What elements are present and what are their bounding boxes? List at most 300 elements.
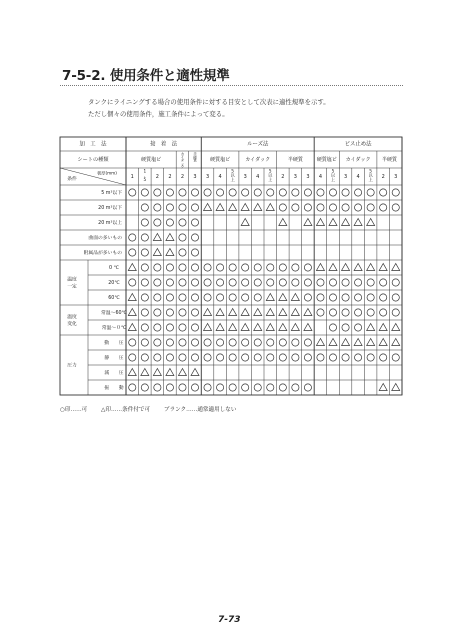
triangle-mark (392, 339, 400, 346)
sheet-header: カイダック (345, 157, 371, 163)
circle-mark (342, 189, 349, 196)
triangle-mark (204, 204, 212, 211)
circle-mark (141, 324, 148, 331)
triangle-mark (241, 219, 249, 226)
circle-mark (154, 294, 161, 301)
circle-mark (380, 294, 387, 301)
circle-mark (329, 189, 336, 196)
circle-mark (367, 279, 374, 286)
sheet-header: ク (180, 165, 185, 170)
thickness-header: 上 (268, 176, 273, 182)
circle-mark (304, 354, 311, 361)
circle-mark (254, 354, 261, 361)
triangle-mark (166, 234, 174, 241)
triangle-mark (379, 384, 387, 391)
circle-mark (179, 309, 186, 316)
circle-mark (216, 339, 223, 346)
row-label: 減 圧 (104, 371, 124, 376)
triangle-mark (153, 249, 161, 256)
sheet-header: カ (180, 152, 185, 156)
circle-mark (191, 204, 198, 211)
circle-mark (329, 294, 336, 301)
circle-mark (129, 384, 136, 391)
circle-mark (129, 279, 136, 286)
circle-mark (154, 264, 161, 271)
method-header: ビス止め法 (344, 141, 372, 148)
thickness-header: 3 (205, 174, 210, 180)
circle-mark (267, 339, 274, 346)
circle-mark (279, 264, 286, 271)
circle-mark (191, 354, 198, 361)
circle-mark (129, 189, 136, 196)
row-label: 附属品が多いもの (83, 251, 122, 256)
sheet-header: 半硬質 (287, 157, 303, 163)
circle-mark (204, 354, 211, 361)
circle-mark (179, 354, 186, 361)
circle-mark (154, 384, 161, 391)
circle-mark (216, 294, 223, 301)
circle-mark (329, 204, 336, 211)
thickness-header: 以 (368, 172, 373, 178)
circle-mark (367, 294, 374, 301)
circle-mark (329, 354, 336, 361)
circle-mark (354, 279, 361, 286)
triangle-mark (279, 309, 287, 316)
triangle-mark (128, 309, 136, 316)
circle-mark (229, 294, 236, 301)
circle-mark (304, 279, 311, 286)
thickness-header: 2 (155, 174, 159, 180)
header-cond-label: 条件 (67, 177, 77, 182)
group-label: 圧力 (67, 363, 77, 369)
triangle-mark (153, 234, 161, 241)
circle-mark (229, 384, 236, 391)
legend (60, 405, 249, 413)
row-label: 20 m³以下 (98, 206, 122, 211)
sheet-header: 半硬質 (381, 157, 397, 163)
triangle-mark (266, 294, 274, 301)
thickness-header: 2 (180, 174, 185, 180)
thickness-header: 3 (394, 174, 398, 180)
thickness-header: 1 (130, 174, 134, 180)
triangle-mark (216, 309, 224, 316)
thickness-header: 4 (356, 174, 360, 180)
circle-mark (141, 234, 148, 241)
triangle-mark (342, 219, 350, 226)
circle-mark (317, 279, 324, 286)
triangle-mark (178, 369, 186, 376)
circle-mark (354, 354, 361, 361)
triangle-mark (204, 324, 212, 331)
circle-mark (141, 294, 148, 301)
circle-mark (179, 324, 186, 331)
circle-mark (317, 189, 324, 196)
group-label: 温度 (67, 315, 77, 320)
thickness-header: 上 (230, 176, 235, 182)
circle-mark (267, 279, 274, 286)
circle-mark (304, 294, 311, 301)
thickness-header: 以 (230, 172, 235, 178)
circle-mark (254, 294, 261, 301)
triangle-mark (191, 369, 199, 376)
circle-mark (317, 354, 324, 361)
intro-line: ただし個々の使用条件，施工条件によって変る。 (88, 110, 229, 118)
circle-mark (242, 264, 249, 271)
triangle-mark (329, 264, 337, 271)
triangle-mark (241, 204, 249, 211)
sheet-header: ッ (180, 161, 185, 166)
circle-mark (191, 294, 198, 301)
triangle-mark (128, 264, 136, 271)
triangle-mark (304, 309, 312, 316)
circle-mark (279, 204, 286, 211)
row-label: 20℃ (108, 281, 120, 286)
circle-mark (154, 189, 161, 196)
circle-mark (267, 189, 274, 196)
triangle-mark (367, 324, 375, 331)
triangle-mark (304, 219, 312, 226)
circle-mark (191, 189, 198, 196)
circle-mark (292, 264, 299, 271)
circle-mark (304, 384, 311, 391)
circle-mark (204, 264, 211, 271)
circle-mark (179, 249, 186, 256)
sheet-header: 硬 (193, 155, 197, 160)
triangle-mark (342, 264, 350, 271)
circle-mark (380, 354, 387, 361)
triangle-mark (166, 369, 174, 376)
triangle-mark (229, 204, 237, 211)
triangle-mark (229, 324, 237, 331)
triangle-mark (241, 324, 249, 331)
triangle-mark (266, 204, 274, 211)
row-label: 常温～０℃ (101, 326, 127, 331)
circle-mark (254, 189, 261, 196)
circle-mark (216, 189, 223, 196)
circle-mark (191, 219, 198, 226)
circle-mark (392, 279, 399, 286)
triangle-mark (254, 324, 262, 331)
row-label: 静 圧 (104, 356, 124, 361)
circle-mark (367, 309, 374, 316)
header-sheet-label: シートの種類 (77, 157, 109, 163)
circle-mark (392, 294, 399, 301)
circle-mark (141, 339, 148, 346)
circle-mark (267, 384, 274, 391)
circle-mark (304, 204, 311, 211)
circle-mark (141, 279, 148, 286)
circle-mark (229, 264, 236, 271)
circle-mark (229, 354, 236, 361)
row-label: 動 圧 (104, 341, 124, 346)
circle-mark (166, 309, 173, 316)
circle-mark (179, 294, 186, 301)
row-label: 5 m³以下 (101, 191, 122, 196)
circle-mark (380, 204, 387, 211)
triangle-mark (379, 264, 387, 271)
circle-mark (292, 204, 299, 211)
triangle-mark (367, 339, 375, 346)
sheet-header: 硬質塩ビ (210, 157, 231, 163)
triangle-mark (166, 249, 174, 256)
thickness-header: 5 (268, 168, 272, 174)
thickness-header: 2 (168, 174, 172, 180)
thickness-header: 上 (368, 176, 373, 182)
circle-mark (329, 309, 336, 316)
circle-mark (129, 339, 136, 346)
thickness-header: 3 (243, 174, 247, 180)
circle-mark (279, 354, 286, 361)
circle-mark (317, 309, 324, 316)
circle-mark (367, 204, 374, 211)
sheet-header: 硬質塩ビ (316, 157, 337, 163)
circle-mark (216, 354, 223, 361)
row-label: 20 m³以上 (98, 221, 122, 226)
circle-mark (292, 339, 299, 346)
header-method-label: 加 工 法 (79, 141, 107, 148)
circle-mark (191, 384, 198, 391)
thickness-header: 以 (330, 172, 336, 178)
triangle-mark (254, 204, 262, 211)
circle-mark (292, 384, 299, 391)
triangle-mark (392, 384, 400, 391)
circle-mark (191, 264, 198, 271)
circle-mark (342, 204, 349, 211)
triangle-mark (153, 369, 161, 376)
circle-mark (166, 354, 173, 361)
circle-mark (141, 219, 148, 226)
circle-mark (154, 309, 161, 316)
triangle-mark (204, 309, 212, 316)
thickness-header: 3 (306, 174, 310, 180)
circle-mark (242, 189, 249, 196)
triangle-mark (379, 339, 387, 346)
row-label: 0 ℃ (109, 266, 119, 271)
circle-mark (141, 204, 148, 211)
circle-mark (179, 204, 186, 211)
circle-mark (141, 309, 148, 316)
circle-mark (317, 204, 324, 211)
sheet-header: 質 (193, 158, 197, 163)
triangle-mark (141, 369, 149, 376)
circle-mark (292, 189, 299, 196)
thickness-header: 上 (330, 176, 336, 182)
thickness-header: 5 (143, 176, 147, 182)
legend-conditional: △印……条件付で可 (101, 407, 151, 413)
circle-mark (329, 279, 336, 286)
circle-mark (342, 294, 349, 301)
circle-mark (304, 189, 311, 196)
circle-mark (191, 309, 198, 316)
circle-mark (141, 249, 148, 256)
triangle-mark (241, 309, 249, 316)
circle-mark (242, 384, 249, 391)
row-label: 曲面の多いもの (88, 236, 122, 241)
circle-mark (304, 264, 311, 271)
circle-mark (304, 339, 311, 346)
method-header: 接 着 法 (150, 141, 178, 148)
circle-mark (392, 189, 399, 196)
circle-mark (141, 189, 148, 196)
circle-mark (141, 384, 148, 391)
circle-mark (166, 279, 173, 286)
circle-mark (354, 294, 361, 301)
circle-mark (329, 324, 336, 331)
thickness-header: 3 (293, 174, 297, 180)
sheet-header: イ (180, 155, 185, 160)
thickness-header: 3 (193, 174, 197, 180)
circle-mark (179, 264, 186, 271)
circle-mark (191, 279, 198, 286)
circle-mark (380, 279, 387, 286)
method-header: ルーズ法 (247, 141, 269, 148)
circle-mark (242, 279, 249, 286)
triangle-mark (367, 219, 375, 226)
thickness-header: 4 (318, 174, 323, 180)
circle-mark (367, 354, 374, 361)
triangle-mark (342, 339, 350, 346)
circle-mark (342, 354, 349, 361)
circle-mark (380, 309, 387, 316)
circle-mark (354, 309, 361, 316)
row-label: 振 動 (104, 386, 124, 391)
circle-mark (204, 384, 211, 391)
circle-mark (179, 189, 186, 196)
circle-mark (354, 324, 361, 331)
triangle-mark (316, 264, 324, 271)
circle-mark (279, 384, 286, 391)
header-thick-label: 板厚(mm) (97, 170, 117, 176)
triangle-mark (379, 324, 387, 331)
circle-mark (292, 279, 299, 286)
thickness-header: 5 (331, 168, 335, 174)
triangle-mark (279, 294, 287, 301)
group-label: 変化 (67, 322, 77, 327)
triangle-mark (229, 309, 237, 316)
circle-mark (166, 294, 173, 301)
circle-mark (166, 264, 173, 271)
circle-mark (267, 264, 274, 271)
sheet-header: 半 (193, 152, 197, 156)
triangle-mark (316, 219, 324, 226)
circle-mark (292, 354, 299, 361)
circle-mark (179, 279, 186, 286)
circle-mark (166, 384, 173, 391)
thickness-header: 1 (143, 168, 147, 174)
circle-mark (154, 279, 161, 286)
triangle-mark (354, 264, 362, 271)
circle-mark (129, 354, 136, 361)
circle-mark (254, 339, 261, 346)
legend-ok: ○印……可 (60, 407, 88, 413)
circle-mark (166, 189, 173, 196)
circle-mark (354, 189, 361, 196)
circle-mark (179, 384, 186, 391)
intro-line: タンクにライニングする場合の使用条件に対する目安として次表に適性規準を示す。 (88, 98, 330, 106)
thickness-header: 3 (343, 174, 348, 180)
triangle-mark (367, 264, 375, 271)
circle-mark (342, 324, 349, 331)
triangle-mark (304, 324, 312, 331)
circle-mark (342, 279, 349, 286)
triangle-mark (354, 219, 362, 226)
circle-mark (191, 234, 198, 241)
triangle-mark (392, 324, 400, 331)
circle-mark (216, 384, 223, 391)
triangle-mark (279, 324, 287, 331)
triangle-mark (329, 219, 337, 226)
circle-mark (204, 189, 211, 196)
thickness-header: . (144, 172, 146, 178)
triangle-mark (329, 339, 337, 346)
circle-mark (242, 294, 249, 301)
circle-mark (154, 204, 161, 211)
circle-mark (317, 294, 324, 301)
triangle-mark (291, 309, 299, 316)
sheet-header: 硬質塩ビ (141, 157, 162, 163)
circle-mark (279, 279, 286, 286)
circle-mark (166, 324, 173, 331)
row-label: 常温～60℃ (101, 311, 127, 316)
circle-mark (154, 339, 161, 346)
circle-mark (154, 324, 161, 331)
circle-mark (141, 354, 148, 361)
circle-mark (242, 339, 249, 346)
triangle-mark (216, 204, 224, 211)
circle-mark (191, 339, 198, 346)
triangle-mark (291, 294, 299, 301)
circle-mark (129, 249, 136, 256)
circle-mark (279, 189, 286, 196)
row-label: 60℃ (108, 296, 120, 301)
circle-mark (166, 339, 173, 346)
triangle-mark (279, 219, 287, 226)
circle-mark (166, 204, 173, 211)
circle-mark (380, 189, 387, 196)
thickness-header: 5 (231, 168, 234, 174)
circle-mark (229, 279, 236, 286)
circle-mark (254, 264, 261, 271)
triangle-mark (291, 324, 299, 331)
thickness-header: 以 (268, 172, 273, 178)
circle-mark (229, 189, 236, 196)
triangle-mark (316, 339, 324, 346)
section-title: 7-5-2. 使用条件と適性規準 (62, 68, 230, 84)
circle-mark (154, 219, 161, 226)
circle-mark (216, 279, 223, 286)
triangle-mark (254, 309, 262, 316)
triangle-mark (266, 309, 274, 316)
circle-mark (229, 339, 236, 346)
circle-mark (179, 339, 186, 346)
triangle-mark (354, 339, 362, 346)
circle-mark (367, 189, 374, 196)
circle-mark (254, 279, 261, 286)
circle-mark (267, 354, 274, 361)
circle-mark (242, 354, 249, 361)
circle-mark (191, 249, 198, 256)
group-label: 一定 (67, 284, 77, 290)
triangle-mark (128, 294, 136, 301)
circle-mark (204, 279, 211, 286)
circle-mark (254, 384, 261, 391)
legend-blank: ブランク……通常適用しない (163, 407, 237, 413)
sheet-header: カイダック (245, 157, 271, 163)
triangle-mark (266, 324, 274, 331)
circle-mark (179, 234, 186, 241)
circle-mark (392, 354, 399, 361)
circle-mark (279, 339, 286, 346)
